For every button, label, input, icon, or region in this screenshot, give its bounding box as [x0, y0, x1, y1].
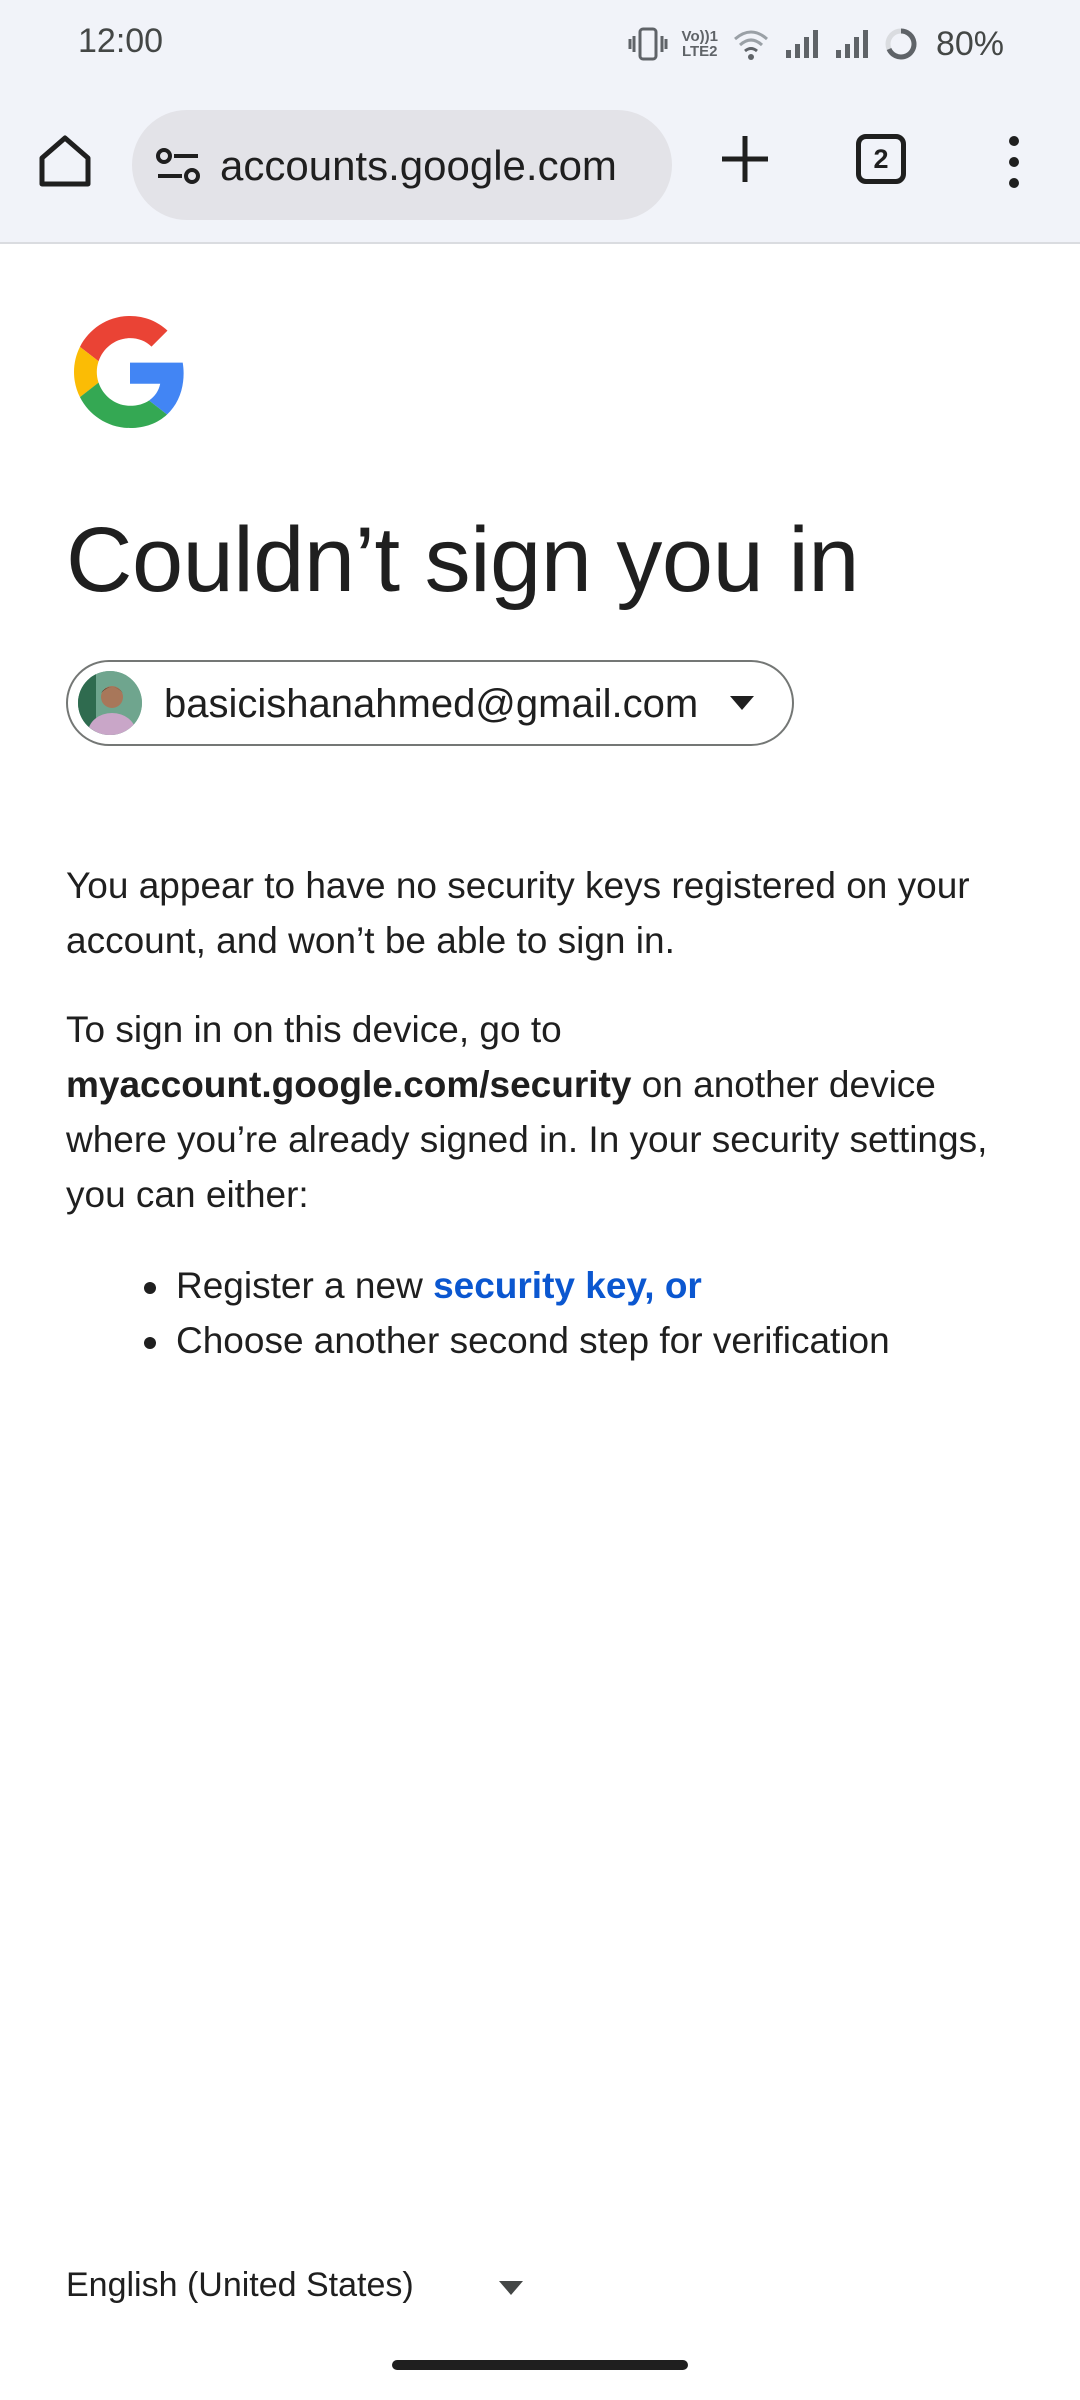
status-icons [628, 20, 1004, 68]
security-url: myaccount.google.com/security [66, 1064, 632, 1105]
browser-toolbar [0, 92, 1080, 244]
security-key-link[interactable]: security key, or [433, 1265, 702, 1306]
tab-switcher-button[interactable]: 2 [856, 134, 906, 184]
wifi-icon [732, 27, 770, 61]
instructions-suffix: on another device where you’re already signed in. In your security settings, you can either: [66, 1064, 988, 1215]
chevron-down-icon [498, 2280, 524, 2296]
profile-photo-icon [78, 671, 142, 735]
vibrate-icon [628, 27, 668, 61]
home-button[interactable] [34, 130, 96, 192]
more-menu-button[interactable] [996, 132, 1032, 192]
options-list [66, 1258, 890, 1368]
list-item [66, 1313, 890, 1368]
volte-icon [682, 29, 718, 59]
address-bar[interactable] [132, 110, 672, 220]
chevron-down-icon [728, 694, 756, 712]
signal-icon-sim1 [784, 28, 820, 60]
site-settings-icon[interactable] [154, 142, 202, 190]
volte-line1: Vo))1 [681, 28, 718, 45]
avatar [78, 671, 142, 735]
new-tab-button[interactable] [714, 128, 776, 190]
option1-prefix: Register a new [176, 1265, 423, 1306]
more-vert-icon [996, 132, 1032, 192]
google-logo-icon [74, 316, 186, 428]
home-icon [34, 130, 96, 192]
instructions-message [66, 1002, 1026, 1222]
instructions-prefix: To sign in on this device, go to [66, 1009, 562, 1050]
account-email: basicishanahmed@gmail.com [164, 682, 699, 726]
plus-icon [714, 128, 776, 190]
battery-percent: 80% [935, 24, 1004, 63]
no-security-keys-message: You appear to have no security keys registered on your account, and won’t be able to sign in. [66, 865, 970, 961]
language-label: English (United States) [66, 2266, 414, 2304]
gesture-home-bar[interactable] [392, 2360, 688, 2370]
account-chip[interactable] [66, 660, 794, 746]
signal-icon-sim2 [834, 28, 870, 60]
status-bar [0, 0, 1080, 92]
page-title: Couldn’t sign you in [66, 509, 859, 611]
list-item [66, 1258, 890, 1313]
volte-line2: LTE2 [681, 43, 718, 60]
status-time: 12:00 [78, 22, 164, 60]
option2-text: Choose another second step for verification [176, 1320, 890, 1361]
language-selector[interactable] [66, 2262, 546, 2312]
url-text: accounts.google.com [220, 142, 617, 189]
battery-icon [884, 27, 918, 61]
